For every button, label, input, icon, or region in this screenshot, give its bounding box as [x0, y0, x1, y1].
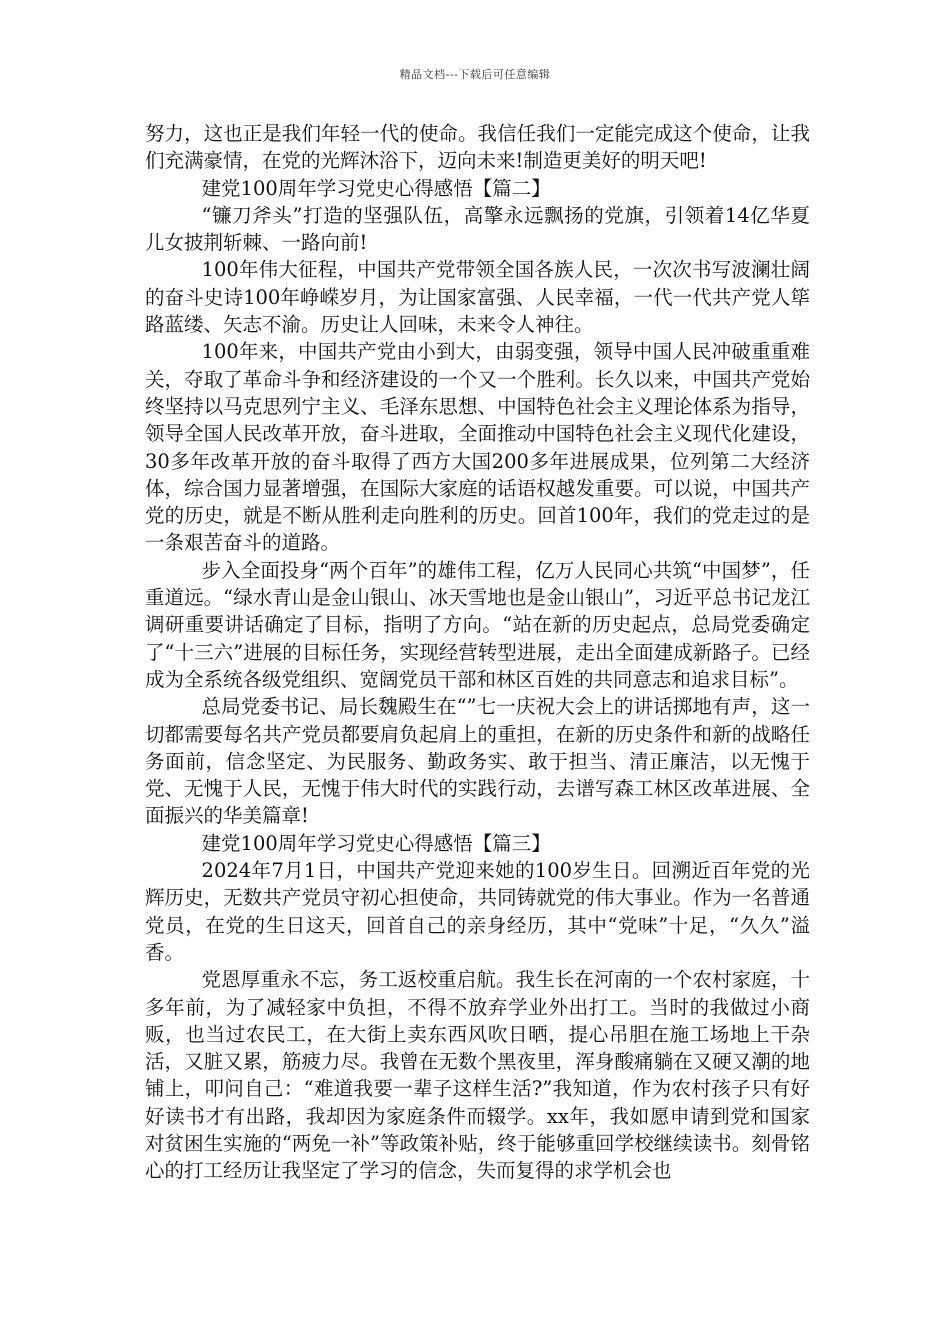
paragraph: 100年来，中国共产党由小到大，由弱变强，领导中国人民冲破重重难关，夺取了革命斗争和经济建设的一个又一个胜利。长久以来，中国共产党始终坚持以马克思列宁主义、毛泽东思想、中国特色社会主义理论体系为指导，领导全国人民改革开放，奋斗进取，全面推动中国特色社会主义现代化建设，30多年改革开放的奋斗取得了西方大国200多年进展成果，位列第二大经济体，综合国力显著增强，在国际大家庭的话语权越发重要。可以说，中国共产党的历史，就是不断从胜利走向胜利的历史。回首100年，我们的党走过的是一条艰苦奋斗的道路。: [145, 340, 810, 555]
paragraph: 步入全面投身“两个百年”的雄伟工程，亿万人民同心共筑“中国梦”，任重道远。“绿水青山是金山银山、冰天雪地也是金山银山”，习近平总书记龙江调研重要讲话确定了目标，指明了方向。“站在新的历史起点，总局党委确定了“十三六”进展的目标任务，实现经营转型进展，走出全面建成新路子。已经成为全系统各级党组织、宽阔党员干部和林区百姓的共同意志和追求目标”。: [145, 558, 810, 691]
section-heading: 建党100周年学习党史心得感悟【篇二】: [201, 176, 551, 200]
page-header: 精品文档---下载后可任意编辑: [399, 68, 551, 81]
section-heading: 建党100周年学习党史心得感悟【篇三】: [201, 831, 551, 855]
paragraph: 2024年7月1日，中国共产党迎来她的100岁生日。回溯近百年党的光辉历史，无数共产党员守初心担使命，共同铸就党的伟大事业。作为一名普通党员，在党的生日这天，回首自己的亲身经历，其中“党味”十足，“久久”溢香。: [145, 859, 810, 964]
document-body: [145, 120, 810, 1185]
paragraph: 努力，这也正是我们年轻一代的使命。我信任我们一定能完成这个使命，让我们充满豪情，在党的光辉沐浴下，迈向未来!制造更美好的明天吧!: [145, 122, 810, 173]
paragraph: “镰刀斧头”打造的坚强队伍，高擎永远飘扬的党旗，引领着14亿华夏儿女披荆斩棘、一路向前!: [145, 203, 810, 255]
paragraph: 100年伟大征程，中国共产党带领全国各族人民，一次次书写波澜壮阔的奋斗史诗100年峥嵘岁月，为让国家富强、人民幸福，一代一代共产党人筚路蓝缕、矢志不渝。历史让人回味，未来令人神往。: [145, 258, 810, 337]
paragraph: 党恩厚重永不忘，务工返校重启航。我生长在河南的一个农村家庭，十多年前，为了减轻家中负担，不得不放弃学业外出打工。当时的我做过小商贩，也当过农民工，在大街上卖东西风吹日晒，提心吊胆在施工场地上干杂活，又脏又累，筋疲力尽。我曾在无数个黑夜里，浑身酸痛躺在又硬又潮的地铺上，叩问自己：“难道我要一辈子这样生活?”我知道，作为农村孩子只有好好读书才有出路，我却因为家庭条件而辍学。xx年，我如愿申请到党和国家对贫困生实施的“两免一补”等政策补贴，终于能够重回学校继续读书。刻骨铭心的打工经历让我坚定了学习的信念，失而复得的求学机会也: [145, 968, 810, 1183]
paragraph: 总局党委书记、局长魏殿生在“”七一庆祝大会上的讲话掷地有声，这一切都需要每名共产党员都要肩负起肩上的重担，在新的历史条件和新的战略任务面前，信念坚定、为民服务、勤政务实、敢于担当、清正廉洁，以无愧于党、无愧于人民，无愧于伟大时代的实践行动，去谱写森工林区改革进展、全面振兴的华美篇章!: [145, 695, 810, 828]
